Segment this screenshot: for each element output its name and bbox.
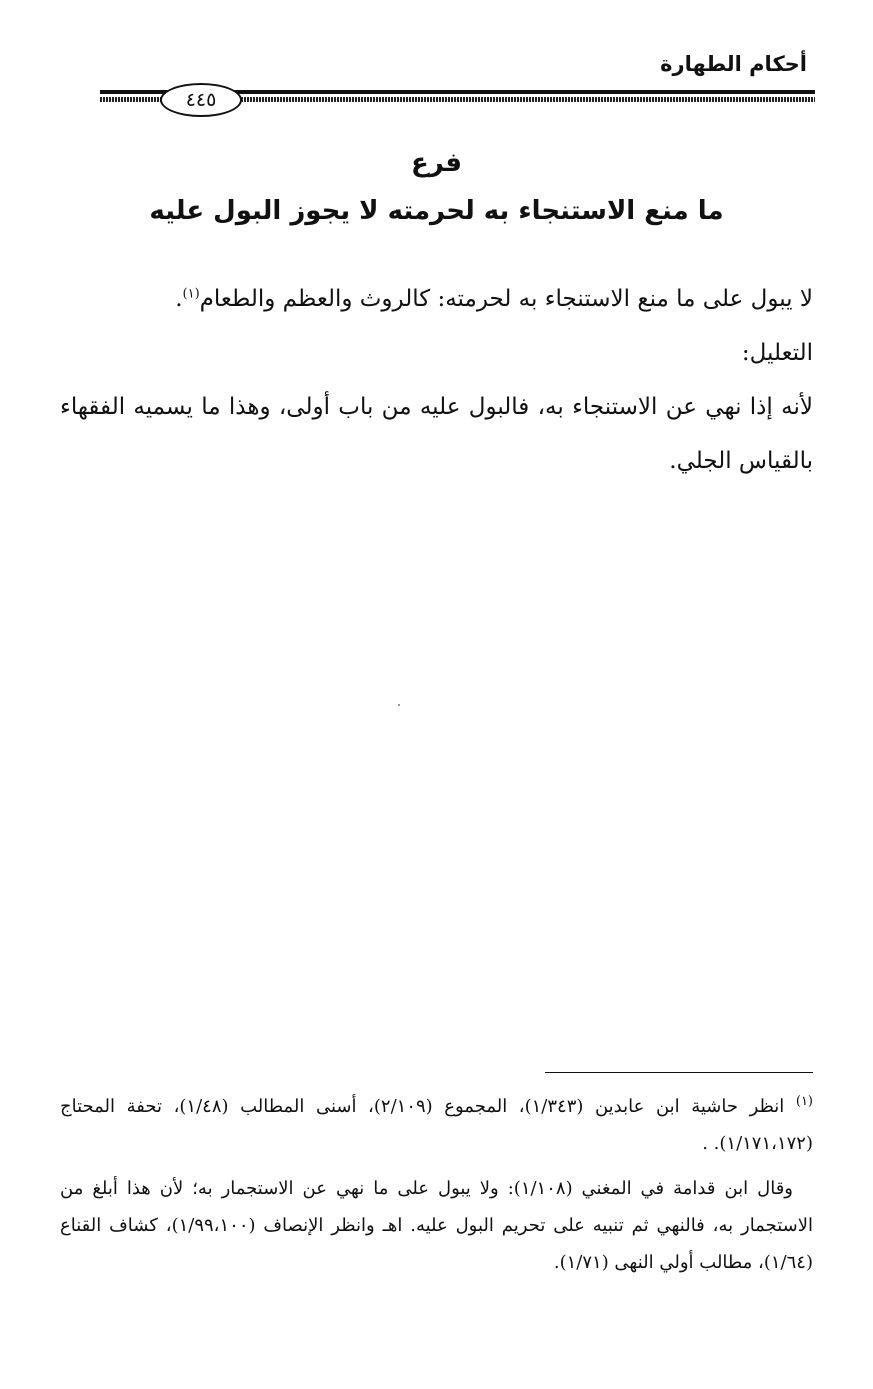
body-text	[60, 272, 813, 488]
speck	[398, 704, 400, 706]
ruling-text: لا يبول على ما منع الاستنجاء به لحرمته: كالروث والعظم والطعام	[199, 286, 813, 312]
footnote-separator	[545, 1072, 813, 1073]
footnote-ref: (١)	[182, 286, 200, 302]
ruling-end: .	[175, 286, 183, 312]
section-title: ما منع الاستنجاء به لحرمته لا يجوز البول عليه	[149, 196, 724, 226]
section-label: فرع	[411, 148, 462, 178]
footnote-1-text: انظر حاشية ابن عابدين (١/٣٤٣)، المجموع (٢/١٠٩)، أسنى المطالب (١/٤٨)، تحفة المحتاج (١/١٧١،١٧٢). .	[60, 1096, 813, 1154]
footnote-1-continuation: وقال ابن قدامة في المغني (١/١٠٨): ولا يبول على ما نهي عن الاستجمار به؛ لأن هذا أبلغ من الاستجمار به، فالنهي ثم تنبيه على تحريم البول عليه. اهـ وانظر الإنصاف (١/٩٩،١٠٠)، كشاف القناع (١/٦٤)، مطالب أولي النهى (١/٧١).	[60, 1178, 813, 1273]
reason-paragraph: لأنه إذا نهي عن الاستنجاء به، فالبول عليه من باب أولى، وهذا ما يسميه الفقهاء بالقياس الجلي.	[60, 394, 813, 474]
reason-heading: التعليل:	[741, 340, 813, 366]
footnote-1	[60, 1088, 813, 1162]
ruling-paragraph	[60, 272, 813, 326]
footnotes	[60, 1088, 813, 1289]
running-title: أحكام الطهارة	[660, 52, 807, 76]
page-number: ٤٤٥	[160, 83, 242, 117]
footnote-marker: (١)	[795, 1094, 813, 1109]
